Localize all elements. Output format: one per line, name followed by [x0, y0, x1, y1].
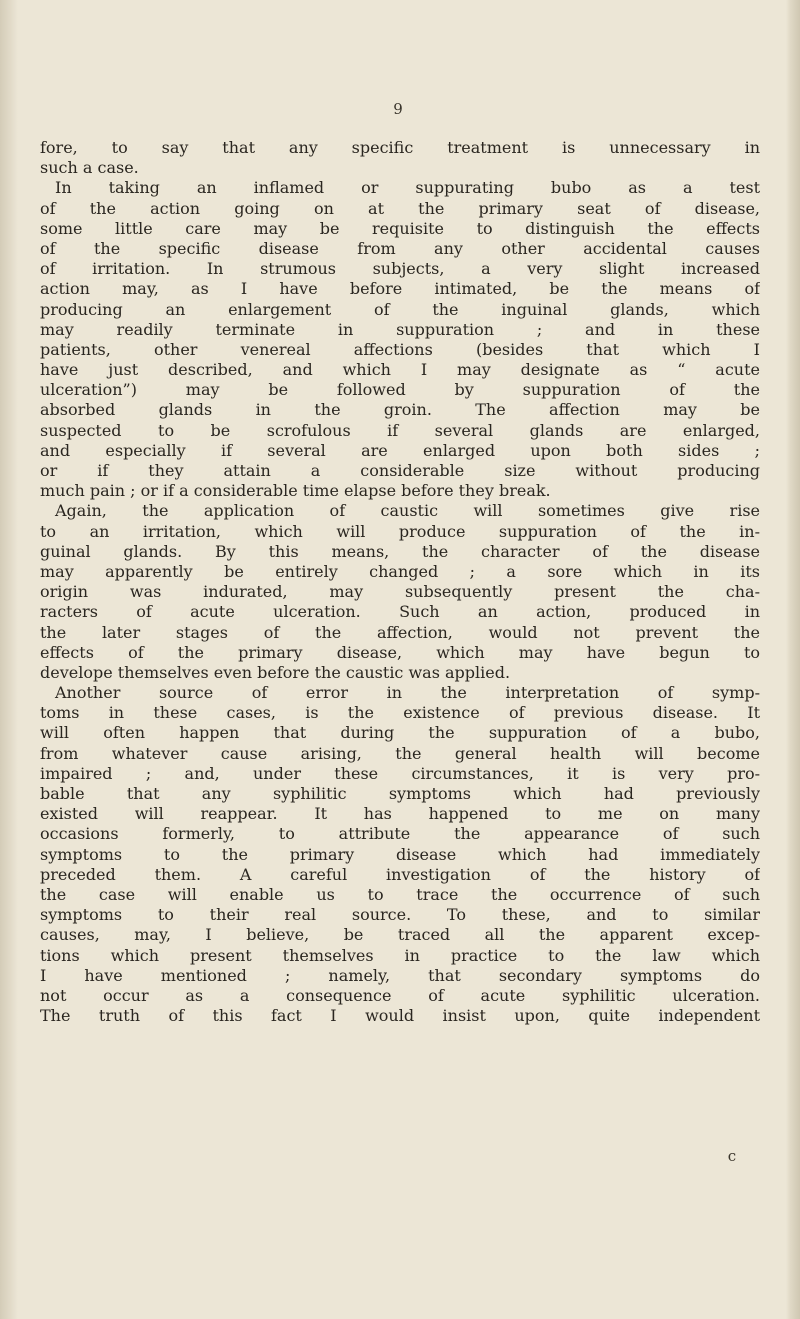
text-line: effects of the primary disease, which may have begun to	[40, 642, 760, 662]
body-text	[40, 138, 760, 1026]
text-line: develope themselves even before the caustic was applied.	[40, 662, 511, 682]
text-line: not occur as a consequence of acute syphilitic ulceration.	[40, 985, 760, 1005]
text-line: symptoms to their real source. To these, and to similar	[40, 905, 760, 925]
text-line: The truth of this fact I would insist upon, quite independent	[40, 1006, 760, 1026]
text-line: tions which present themselves in practice to the law which	[40, 945, 760, 965]
text-line: impaired ; and, under these circumstances, it is very pro-	[40, 763, 760, 783]
text-line: such a case.	[40, 158, 139, 178]
text-line: existed will reappear. It has happened to me on many	[40, 804, 760, 824]
text-line: from whatever cause arising, the general health will become	[40, 743, 760, 763]
text-line: action may, as I have before intimated, be the means of	[40, 279, 760, 299]
text-line: have just described, and which I may designate as “ acute	[40, 360, 760, 380]
text-line: and especially if several are enlarged upon both sides ;	[40, 440, 760, 460]
text-line: fore, to say that any specific treatment is unnecessary in	[40, 138, 760, 157]
text-line: In taking an inflamed or suppurating bubo as a test	[55, 178, 760, 198]
text-line: preceded them. A careful investigation of the history of	[40, 864, 760, 884]
text-line: suspected to be scrofulous if several glands are enlarged,	[40, 420, 760, 440]
text-line: patients, other venereal affections (besides that which I	[40, 339, 760, 359]
text-line: may apparently be entirely changed ; a sore which in its	[40, 561, 760, 581]
text-line: origin was indurated, may subsequently present the cha-	[40, 582, 760, 602]
text-line: or if they attain a considerable size without producing	[40, 461, 760, 480]
page-edge-left	[0, 0, 18, 1319]
text-line: the later stages of the affection, would not prevent the	[40, 622, 760, 642]
page-edge-right	[786, 0, 800, 1319]
text-line: guinal glands. By this means, the character of the disease	[40, 541, 760, 561]
text-line: the case will enable us to trace the occurrence of such	[40, 884, 760, 904]
text-line: of the specific disease from any other accidental causes	[40, 238, 760, 258]
text-line: of irritation. In strumous subjects, a very slight increased	[40, 259, 760, 279]
text-line: I have mentioned ; namely, that secondary symptoms do	[40, 965, 760, 985]
text-line: racters of acute ulceration. Such an action, produced in	[40, 602, 760, 622]
text-line: producing an enlargement of the inguinal glands, which	[40, 299, 760, 319]
text-line: symptoms to the primary disease which had immediately	[40, 844, 760, 864]
text-line: to an irritation, which will produce suppuration of the in-	[40, 521, 760, 541]
text-line: some little care may be requisite to distinguish the effects	[40, 218, 760, 238]
text-line: ulceration”) may be followed by suppuration of the	[40, 380, 760, 400]
text-line: causes, may, I believe, be traced all the apparent excep-	[40, 925, 760, 945]
text-line: much pain ; or if a considerable time elapse before they break.	[40, 481, 551, 501]
signature-mark: c	[727, 1147, 737, 1165]
text-line: may readily terminate in suppuration ; and in these	[40, 319, 760, 339]
text-line: bable that any syphilitic symptoms which had previously	[40, 784, 760, 803]
text-line: will often happen that during the suppuration of a bubo,	[40, 723, 760, 743]
text-line: Again, the application of caustic will sometimes give rise	[55, 501, 760, 521]
page-number: 9	[393, 100, 403, 118]
text-line: toms in these cases, is the existence of previous disease. It	[40, 703, 760, 723]
text-line: Another source of error in the interpretation of symp-	[55, 683, 760, 703]
text-line: occasions formerly, to attribute the appearance of such	[40, 824, 760, 844]
text-line: of the action going on at the primary seat of disease,	[40, 198, 760, 218]
text-line: absorbed glands in the groin. The affection may be	[40, 400, 760, 420]
